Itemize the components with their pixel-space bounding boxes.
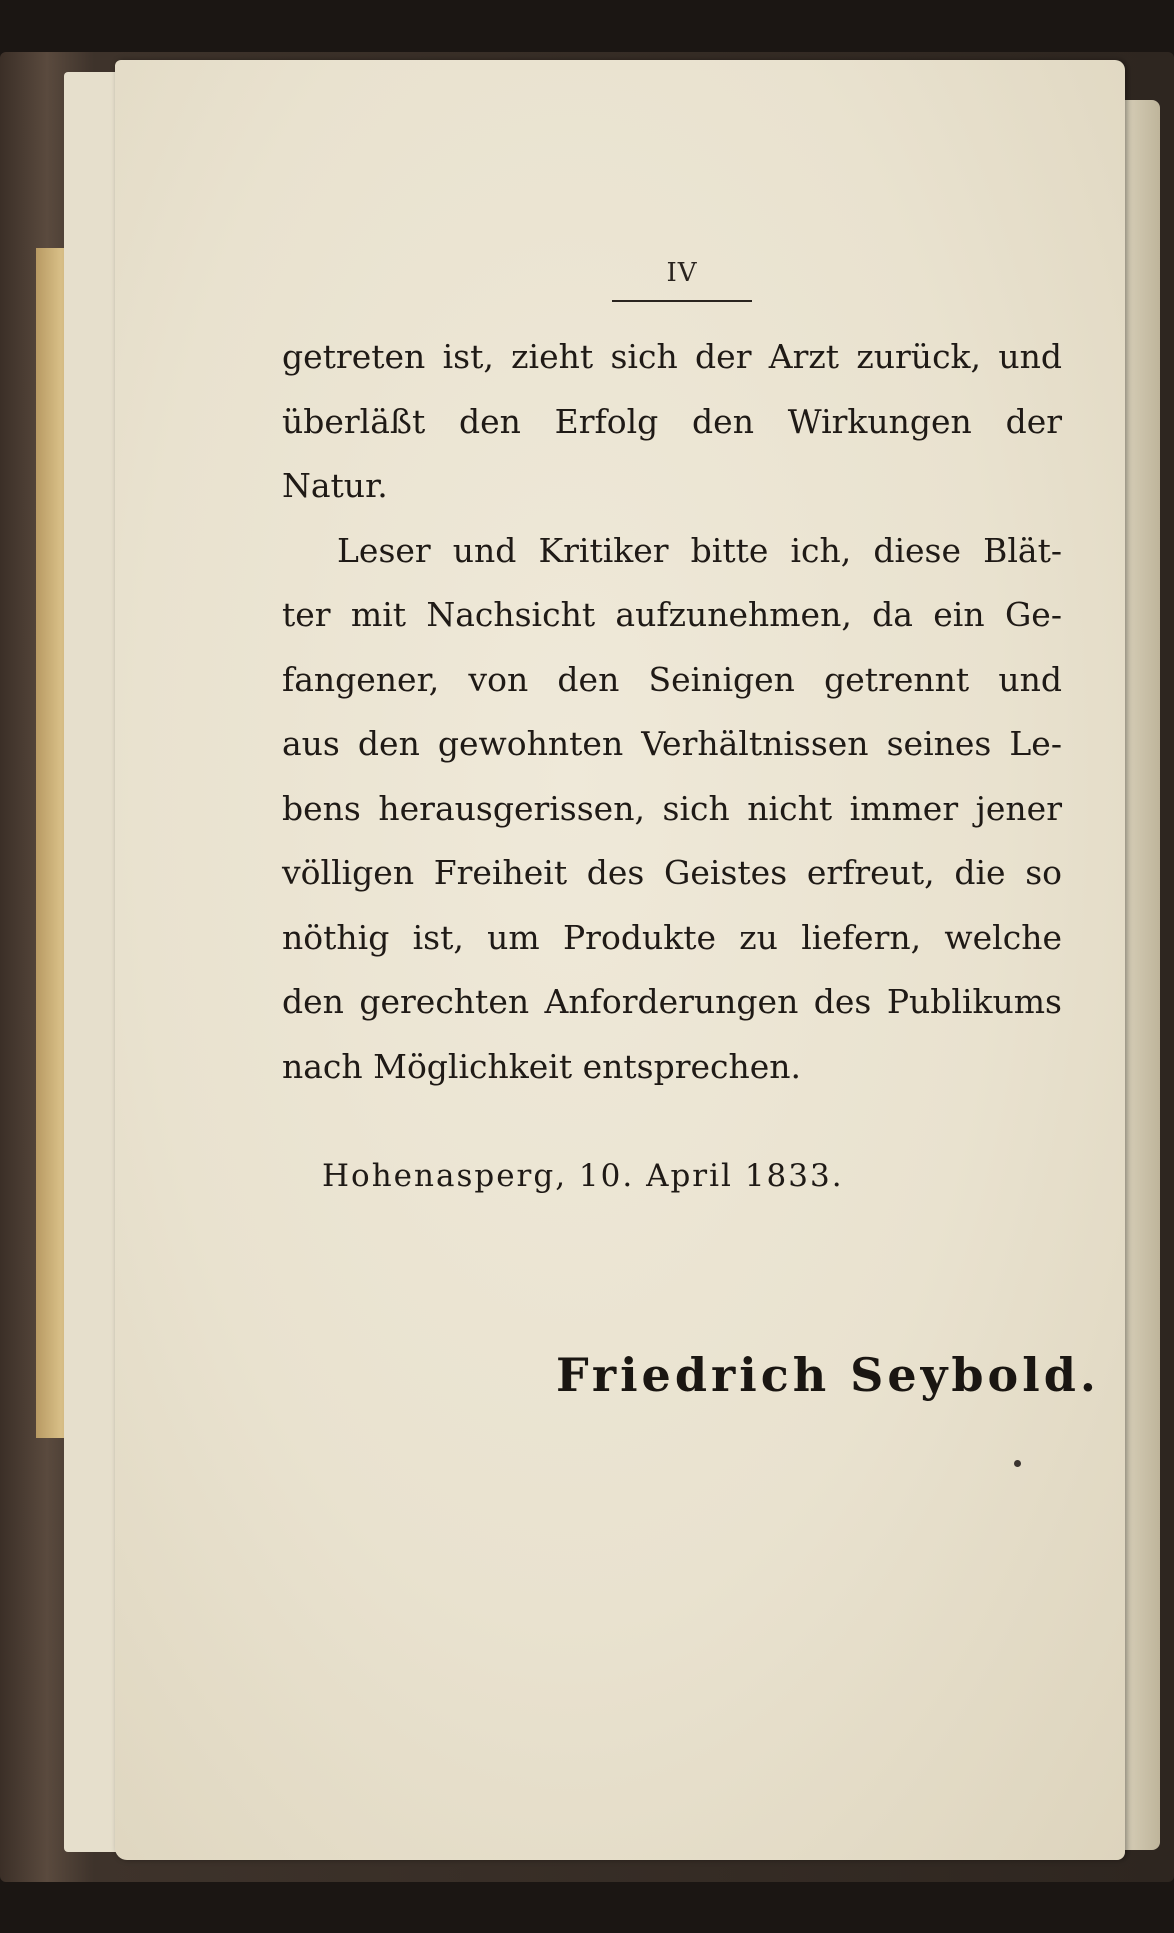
- text-line: aus den gewohnten Verhältnissen seines Le-: [282, 724, 1062, 763]
- text-line: überläßt den Erfolg den Wirkungen der: [282, 401, 1062, 441]
- page-body: [282, 325, 1062, 1099]
- author-signature: Friedrich Seybold.: [556, 1348, 1100, 1402]
- text-line: fangener, von den Seinigen getrennt und: [282, 659, 1062, 699]
- text-line: den gerechten Anforderungen des Publikums: [282, 982, 1062, 1021]
- page-number: IV: [666, 258, 698, 288]
- text-line: ter mit Nachsicht aufzunehmen, da ein Ge-: [282, 595, 1062, 634]
- place-and-date: Hohenasperg, 10. April 1833.: [322, 1158, 844, 1194]
- text-line: nach Möglichkeit entsprechen.: [282, 1046, 802, 1086]
- text-line: nöthig ist, um Produkte zu liefern, welche: [282, 917, 1062, 957]
- text-line: Leser und Kritiker bitte ich, diese Blät-: [337, 530, 1062, 570]
- ink-speck: [1014, 1460, 1021, 1467]
- text-line: bens herausgerissen, sich nicht immer jener: [282, 788, 1062, 828]
- page-edge: [1120, 100, 1160, 1850]
- text-line: getreten ist, zieht sich der Arzt zurück, und: [282, 337, 1062, 376]
- header-rule: [612, 300, 752, 302]
- text-line: Natur.: [282, 466, 388, 505]
- text-line: völligen Freiheit des Geistes erfreut, die so: [282, 853, 1062, 892]
